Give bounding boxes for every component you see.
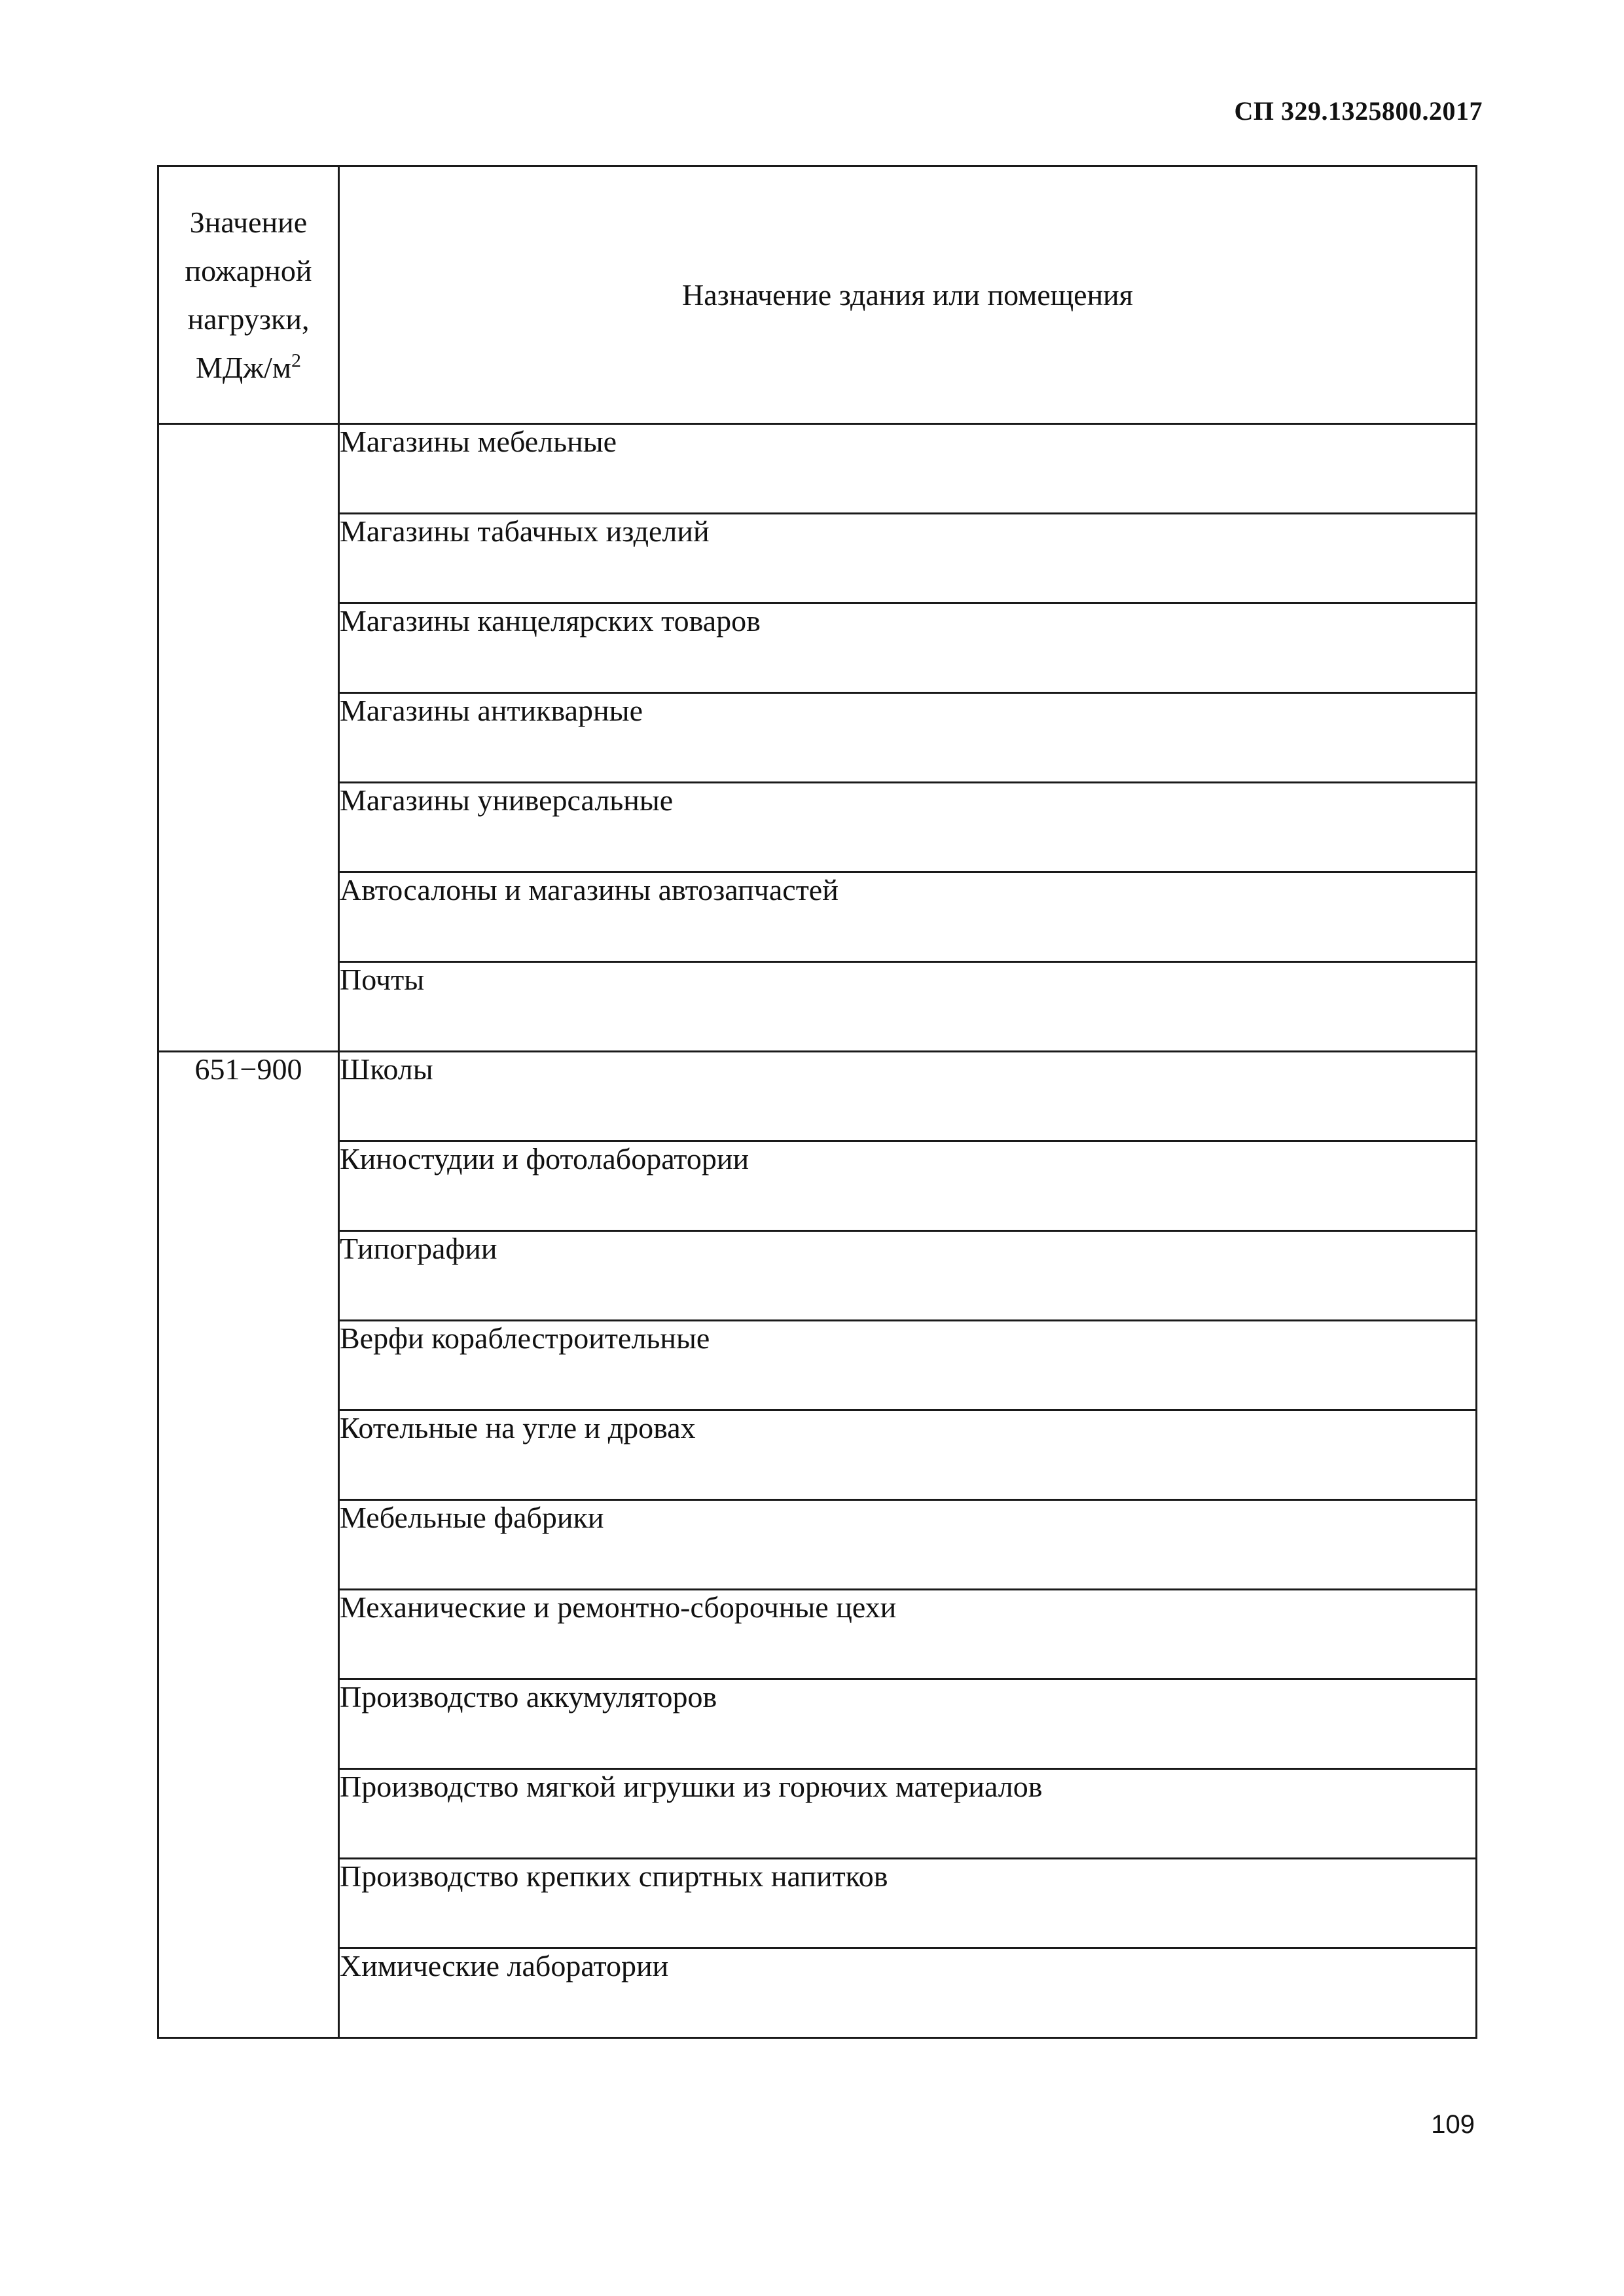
table-row [158, 603, 1477, 693]
table-row [158, 1948, 1477, 2038]
table-row [158, 1679, 1477, 1769]
table-row [158, 514, 1477, 603]
purpose-cell: Школы [339, 1052, 1477, 1141]
page-number: 109 [1431, 2110, 1475, 2139]
purpose-cell: Магазины табачных изделий [339, 514, 1477, 603]
purpose-cell: Магазины антикварные [339, 693, 1477, 783]
purpose-cell: Производство аккумуляторов [339, 1679, 1477, 1769]
table-row [158, 1769, 1477, 1859]
purpose-cell: Автосалоны и магазины автозапчастей [339, 872, 1477, 962]
purpose-cell: Магазины мебельные [339, 424, 1477, 514]
table-row [158, 1410, 1477, 1500]
table-row [158, 1052, 1477, 1141]
header-left-line-2: пожарной [185, 253, 312, 287]
purpose-cell: Мебельные фабрики [339, 1500, 1477, 1590]
fire-load-value-cell [158, 424, 339, 1052]
header-fire-load-value [158, 166, 339, 424]
purpose-cell: Производство крепких спиртных напитков [339, 1859, 1477, 1948]
document-code: СП 329.1325800.2017 [1234, 96, 1483, 126]
header-unit-superscript: 2 [291, 350, 301, 372]
table-header-row [158, 166, 1477, 424]
purpose-cell: Верфи кораблестроительные [339, 1321, 1477, 1410]
fire-load-table [157, 165, 1477, 2039]
table-row [158, 1590, 1477, 1679]
purpose-cell: Магазины универсальные [339, 783, 1477, 872]
table-row [158, 872, 1477, 962]
table-row [158, 424, 1477, 514]
fire-load-value-cell: 651−900 [158, 1052, 339, 2038]
purpose-cell: Магазины канцелярских товаров [339, 603, 1477, 693]
table-row [158, 783, 1477, 872]
header-unit: МДж/м [196, 350, 291, 384]
purpose-cell: Типографии [339, 1231, 1477, 1321]
table-row [158, 693, 1477, 783]
purpose-cell: Почты [339, 962, 1477, 1052]
table-row [158, 1859, 1477, 1948]
table-row [158, 1231, 1477, 1321]
purpose-cell: Химические лаборатории [339, 1948, 1477, 2038]
purpose-cell: Производство мягкой игрушки из горючих материалов [339, 1769, 1477, 1859]
purpose-cell: Киностудии и фотолаборатории [339, 1141, 1477, 1231]
purpose-cell: Механические и ремонтно-сборочные цехи [339, 1590, 1477, 1679]
table-row [158, 1321, 1477, 1410]
header-left-line-3: нагрузки, [187, 302, 310, 336]
header-building-purpose: Назначение здания или помещения [339, 166, 1477, 424]
purpose-cell: Котельные на угле и дровах [339, 1410, 1477, 1500]
header-left-line-4 [159, 344, 338, 392]
header-left-line-1: Значение [189, 205, 308, 239]
table-row [158, 1141, 1477, 1231]
table-row [158, 962, 1477, 1052]
table-row [158, 1500, 1477, 1590]
